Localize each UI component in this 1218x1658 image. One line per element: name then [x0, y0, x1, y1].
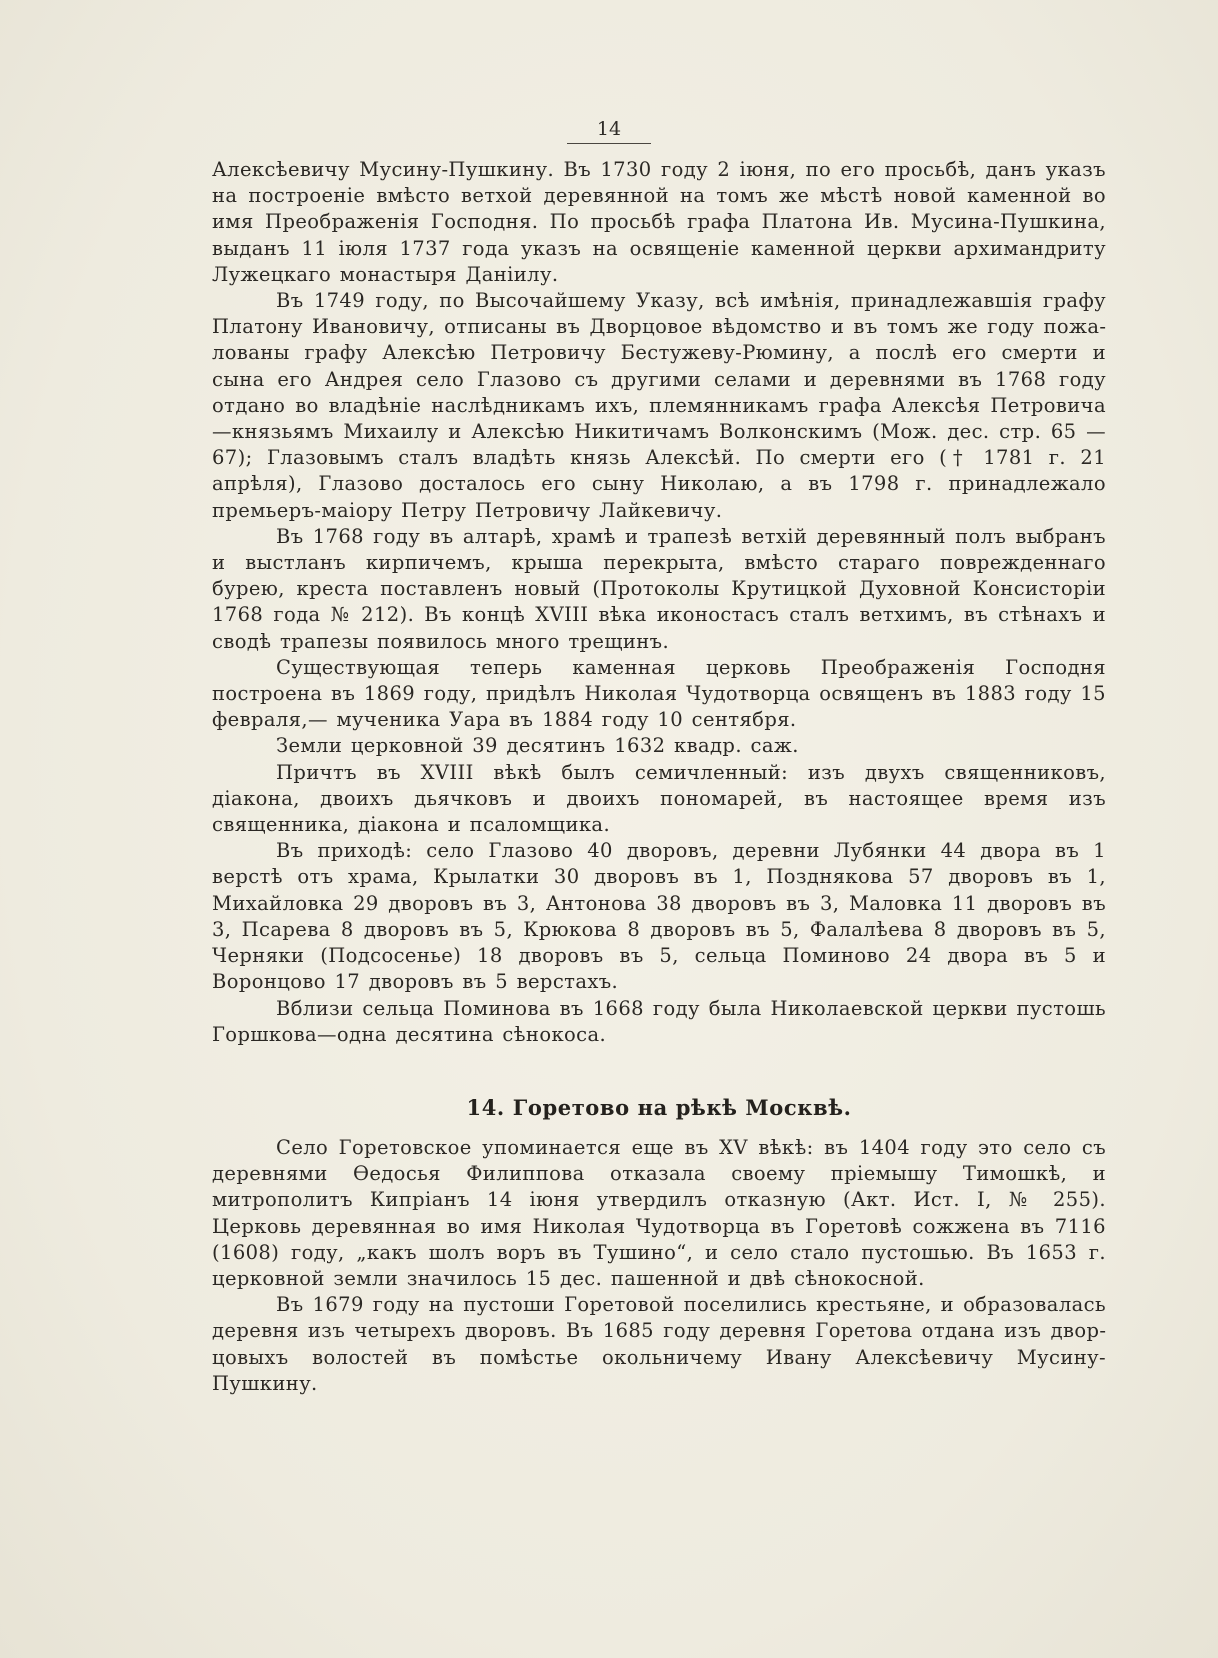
paragraph: Причтъ въ XVIII вѣкѣ былъ семичленный: изъ двухъ священниковъ, діакона, двоихъ дьячковъ и двоихъ пономарей, въ настоящее время изъ священника, діакона и псаломщика. [212, 760, 1106, 837]
section-text-block [212, 1135, 1106, 1397]
paragraph: Въ 1768 году въ алтарѣ, храмѣ и трапезѣ ветхій деревянный полъ выбранъ и выстланъ кирпичемъ, крыша перекрыта, вмѣсто стараго поврежденнаго бурею, креста поставленъ новый (Протоколы Крутицкой Духовной Консисторіи 1768 года № 212). Въ концѣ XVIII вѣка иконостасъ сталъ ветхимъ, въ стѣнахъ и сводѣ трапезы появилось много трещинъ. [212, 524, 1106, 653]
paragraph: Существующая теперь каменная церковь Преображенія Господня построена въ 1869 году, придѣлъ Николая Чудотворца освященъ въ 1883 году 15 февраля,— мученика Уара въ 1884 году 10 сентября. [212, 655, 1106, 732]
paragraph: Алексѣевичу Мусину-Пушкину. Въ 1730 году 2 іюня, по его просьбѣ, данъ указъ на построеніе вмѣсто ветхой деревянной на томъ же мѣстѣ новой каменной во имя Преображенія Господня. По просьбѣ графа Платона Ив. Мусина-Пушкина, выданъ 11 іюля 1737 года указъ на освященіе каменной церкви архимандриту Лужецкаго монастыря Даніилу. [212, 158, 1106, 286]
main-text-block [212, 157, 1106, 1048]
paragraph: Въ 1679 году на пустоши Горетовой поселились крестьяне, и образовалась деревня изъ четырехъ дворовъ. Въ 1685 году деревня Горетова отдана изъ дворцовыхъ волостей въ помѣстье окольничему Ивану Алексѣевичу Мусину-Пушкину. [212, 1293, 1106, 1395]
page-number-rule [567, 143, 651, 144]
paragraph: Въ 1749 году, по Высочайшему Указу, всѣ имѣнія, принадлежавшія графу Платону Ивановичу, отписаны въ Дворцовое вѣдомство и въ томъ же году пожалованы графу Алексѣю Петровичу Бестужеву-Рюмину, а послѣ его смерти и сына его Андрея село Глазово съ другими селами и деревнями въ 1768 году отдано во владѣніе наслѣдникамъ ихъ, племянникамъ графа Алексѣя Петровича—князьямъ Михаилу и Алексѣю Никитичамъ Волконскимъ (Мож. дес. стр. 65 — 67); Глазовымъ сталъ владѣть князь Алексѣй. По смерти его († 1781 г. 21 апрѣля), Глазово досталось его сыну Николаю, а въ 1798 г. принадлежало премьеръ-маіору Петру Петровичу Лайкевичу. [212, 289, 1106, 522]
paragraph: Земли церковной 39 десятинъ 1632 квадр. саж. [276, 734, 799, 758]
section-heading: 14. Горетово на рѣкѣ Москвѣ. [466, 1095, 852, 1120]
paragraph: Село Горетовское упоминается еще въ XV вѣкѣ: въ 1404 году это село съ деревнями Ѳедосья Филиппова отказала своему пріемышу Тимошкѣ, и митрополитъ Кипріанъ 14 іюня утвердилъ отказную (Акт. Ист. I, № 255). Церковь деревянная во имя Николая Чудотворца въ Горетовѣ сожжена въ 7116 (1608) году, „какъ шолъ воръ въ Тушино“, и село стало пустошью. Въ 1653 г. церковной земли значилось 15 дес. пашенной и двѣ сѣнокосной. [212, 1136, 1106, 1291]
page-number: 14 [596, 118, 622, 140]
paragraph: Въ приходѣ: село Глазово 40 дворовъ, деревни Лубянки 44 двора въ 1 верстѣ отъ храма, Крылатки 30 дворовъ въ 1, Позднякова 57 дворовъ въ 1, Михайловка 29 дворовъ въ 3, Антонова 38 дворовъ въ 3, Маловка 11 дворовъ въ 3, Псарева 8 дворовъ въ 5, Крюкова 8 дворовъ въ 5, Фалалѣева 8 дворовъ въ 5, Черняки (Подсосенье) 18 дворовъ въ 5, сельца Поминово 24 двора въ 5 и Воронцово 17 дворовъ въ 5 верстахъ. [212, 839, 1106, 994]
paragraph: Вблизи сельца Поминова въ 1668 году была Николаевской церкви пустошь Горшкова—одна десятина сѣнокоса. [212, 996, 1106, 1046]
